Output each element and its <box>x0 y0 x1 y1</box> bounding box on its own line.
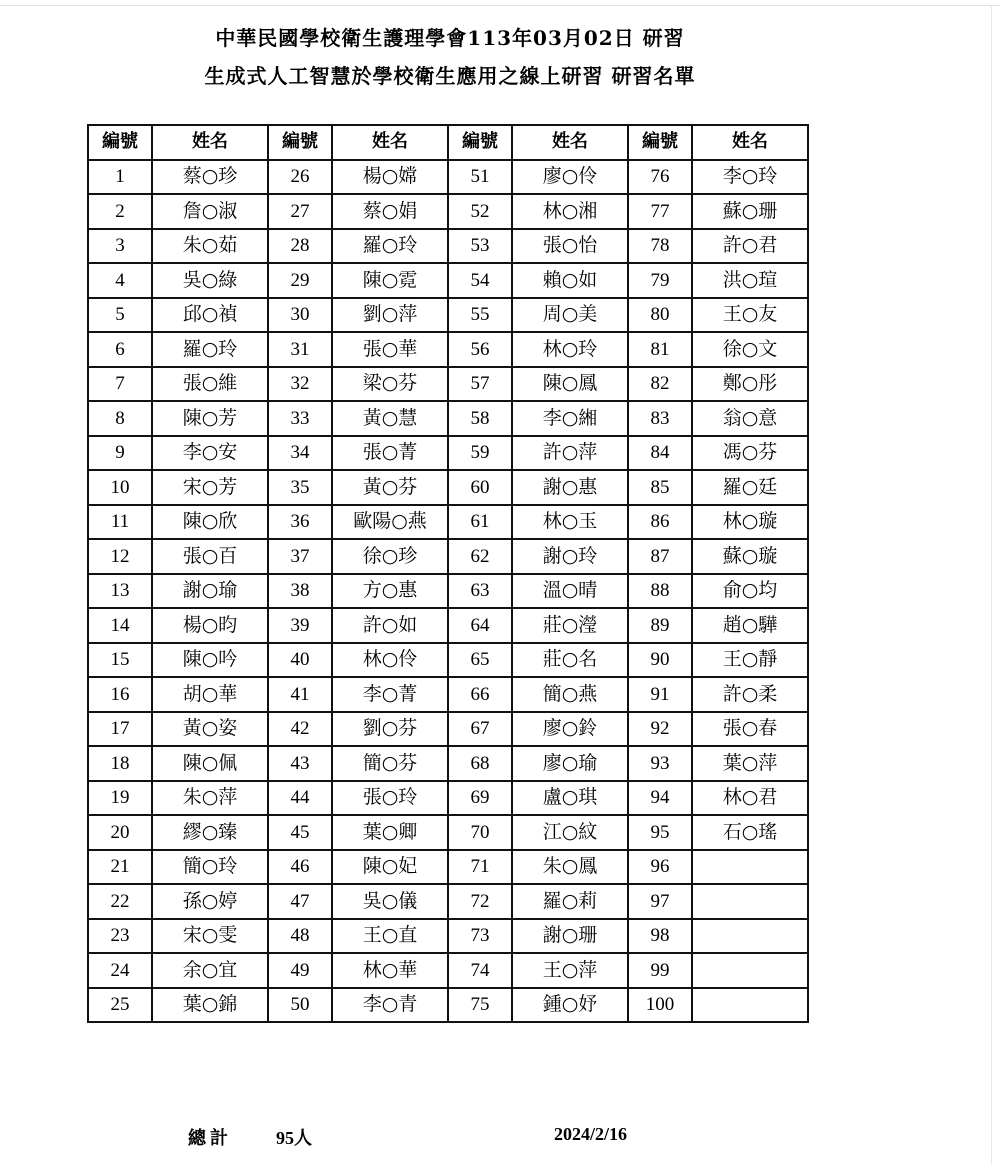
entry-name: 宋○芳 <box>152 470 268 505</box>
entry-number: 20 <box>88 815 152 850</box>
entry-number: 78 <box>628 229 692 264</box>
entry-number: 19 <box>88 781 152 816</box>
entry-name: 吳○儀 <box>332 884 448 919</box>
entry-number: 22 <box>88 884 152 919</box>
table-row <box>88 850 808 885</box>
entry-number: 68 <box>448 746 512 781</box>
entry-number: 17 <box>88 712 152 747</box>
top-divider <box>0 5 1000 6</box>
entry-name: 盧○琪 <box>512 781 628 816</box>
table-row <box>88 988 808 1023</box>
entry-number: 45 <box>268 815 332 850</box>
entry-number: 12 <box>88 539 152 574</box>
table-row <box>88 608 808 643</box>
right-divider <box>991 5 992 1165</box>
entry-name: 許○如 <box>332 608 448 643</box>
entry-name: 馮○芬 <box>692 436 808 471</box>
entry-number: 76 <box>628 160 692 195</box>
entry-name: 陳○妃 <box>332 850 448 885</box>
entry-name: 李○玲 <box>692 160 808 195</box>
entry-name: 羅○莉 <box>512 884 628 919</box>
entry-number: 40 <box>268 643 332 678</box>
entry-number: 54 <box>448 263 512 298</box>
entry-name <box>692 988 808 1023</box>
entry-number: 95 <box>628 815 692 850</box>
header-number: 編號 <box>268 125 332 160</box>
total-label: 總計 <box>188 1128 232 1148</box>
entry-name: 蔡○娟 <box>332 194 448 229</box>
entry-number: 34 <box>268 436 332 471</box>
entry-number: 26 <box>268 160 332 195</box>
entry-number: 64 <box>448 608 512 643</box>
entry-name: 廖○伶 <box>512 160 628 195</box>
entry-number: 55 <box>448 298 512 333</box>
entry-name: 羅○廷 <box>692 470 808 505</box>
entry-name: 李○青 <box>332 988 448 1023</box>
entry-number: 42 <box>268 712 332 747</box>
entry-name: 許○柔 <box>692 677 808 712</box>
entry-name: 楊○嫦 <box>332 160 448 195</box>
entry-number: 89 <box>628 608 692 643</box>
entry-name <box>692 850 808 885</box>
entry-number: 29 <box>268 263 332 298</box>
entry-number: 15 <box>88 643 152 678</box>
table-row <box>88 574 808 609</box>
entry-number: 49 <box>268 953 332 988</box>
entry-name: 張○百 <box>152 539 268 574</box>
entry-number: 43 <box>268 746 332 781</box>
entry-name: 葉○萍 <box>692 746 808 781</box>
entry-name: 廖○鈴 <box>512 712 628 747</box>
entry-name: 黃○慧 <box>332 401 448 436</box>
header-name: 姓名 <box>152 125 268 160</box>
entry-name: 俞○均 <box>692 574 808 609</box>
entry-number: 92 <box>628 712 692 747</box>
entry-number: 31 <box>268 332 332 367</box>
entry-number: 2 <box>88 194 152 229</box>
entry-name: 許○萍 <box>512 436 628 471</box>
table-row <box>88 194 808 229</box>
entry-name: 莊○瀅 <box>512 608 628 643</box>
entry-name: 黃○姿 <box>152 712 268 747</box>
entry-name: 簡○芬 <box>332 746 448 781</box>
entry-number: 52 <box>448 194 512 229</box>
entry-name: 方○惠 <box>332 574 448 609</box>
entry-number: 51 <box>448 160 512 195</box>
entry-name: 余○宜 <box>152 953 268 988</box>
entry-number: 57 <box>448 367 512 402</box>
entry-name: 梁○芬 <box>332 367 448 402</box>
header-number: 編號 <box>628 125 692 160</box>
entry-number: 74 <box>448 953 512 988</box>
table-row <box>88 436 808 471</box>
entry-number: 47 <box>268 884 332 919</box>
entry-number: 58 <box>448 401 512 436</box>
entry-number: 81 <box>628 332 692 367</box>
header-name: 姓名 <box>332 125 448 160</box>
entry-number: 98 <box>628 919 692 954</box>
entry-name: 林○華 <box>332 953 448 988</box>
document-date: 2024/2/16 <box>554 1124 628 1144</box>
entry-name: 趙○驊 <box>692 608 808 643</box>
entry-name: 謝○玲 <box>512 539 628 574</box>
document-subtitle: 生成式人工智慧於學校衛生應用之線上研習 研習名單 <box>204 64 696 88</box>
entry-number: 88 <box>628 574 692 609</box>
entry-number: 41 <box>268 677 332 712</box>
entry-number: 9 <box>88 436 152 471</box>
entry-name: 繆○臻 <box>152 815 268 850</box>
entry-number: 59 <box>448 436 512 471</box>
entry-number: 72 <box>448 884 512 919</box>
table-row <box>88 263 808 298</box>
entry-name <box>692 953 808 988</box>
attendee-table <box>87 124 809 1023</box>
entry-name: 徐○文 <box>692 332 808 367</box>
entry-number: 53 <box>448 229 512 264</box>
entry-name: 陳○霓 <box>332 263 448 298</box>
entry-name: 劉○萍 <box>332 298 448 333</box>
entry-name: 邱○禎 <box>152 298 268 333</box>
total-count: 95人 <box>276 1128 312 1148</box>
entry-name: 陳○欣 <box>152 505 268 540</box>
table-row <box>88 919 808 954</box>
entry-name: 張○怡 <box>512 229 628 264</box>
entry-number: 100 <box>628 988 692 1023</box>
table-row <box>88 505 808 540</box>
table-header-row <box>88 125 808 160</box>
entry-number: 35 <box>268 470 332 505</box>
entry-name: 詹○淑 <box>152 194 268 229</box>
entry-name <box>692 884 808 919</box>
entry-name: 胡○華 <box>152 677 268 712</box>
entry-name: 張○華 <box>332 332 448 367</box>
entry-number: 48 <box>268 919 332 954</box>
entry-number: 39 <box>268 608 332 643</box>
entry-name: 溫○晴 <box>512 574 628 609</box>
table-row <box>88 677 808 712</box>
entry-number: 38 <box>268 574 332 609</box>
table-row <box>88 160 808 195</box>
entry-number: 6 <box>88 332 152 367</box>
table-row <box>88 953 808 988</box>
entry-name: 江○紋 <box>512 815 628 850</box>
table-row <box>88 367 808 402</box>
entry-number: 97 <box>628 884 692 919</box>
entry-name: 葉○錦 <box>152 988 268 1023</box>
entry-number: 32 <box>268 367 332 402</box>
entry-name: 蘇○珊 <box>692 194 808 229</box>
entry-number: 7 <box>88 367 152 402</box>
table-row <box>88 470 808 505</box>
entry-name: 鍾○妤 <box>512 988 628 1023</box>
entry-number: 21 <box>88 850 152 885</box>
entry-name: 陳○芳 <box>152 401 268 436</box>
entry-number: 28 <box>268 229 332 264</box>
table-row <box>88 746 808 781</box>
entry-name: 林○伶 <box>332 643 448 678</box>
table-row <box>88 643 808 678</box>
entry-number: 46 <box>268 850 332 885</box>
entry-name: 歐陽○燕 <box>332 505 448 540</box>
entry-number: 65 <box>448 643 512 678</box>
header-number: 編號 <box>448 125 512 160</box>
entry-name: 朱○萍 <box>152 781 268 816</box>
entry-number: 93 <box>628 746 692 781</box>
table-row <box>88 229 808 264</box>
entry-name: 張○菁 <box>332 436 448 471</box>
entry-name: 陳○吟 <box>152 643 268 678</box>
entry-name: 羅○玲 <box>332 229 448 264</box>
entry-number: 94 <box>628 781 692 816</box>
entry-name: 林○玲 <box>512 332 628 367</box>
entry-name: 羅○玲 <box>152 332 268 367</box>
entry-number: 69 <box>448 781 512 816</box>
entry-name: 陳○佩 <box>152 746 268 781</box>
entry-name: 劉○芬 <box>332 712 448 747</box>
entry-name: 王○直 <box>332 919 448 954</box>
entry-name: 朱○茹 <box>152 229 268 264</box>
entry-number: 61 <box>448 505 512 540</box>
entry-name: 林○君 <box>692 781 808 816</box>
table-row <box>88 884 808 919</box>
entry-number: 33 <box>268 401 332 436</box>
table-row <box>88 332 808 367</box>
entry-number: 27 <box>268 194 332 229</box>
entry-name: 謝○瑜 <box>152 574 268 609</box>
entry-name: 宋○雯 <box>152 919 268 954</box>
entry-name: 葉○卿 <box>332 815 448 850</box>
entry-number: 62 <box>448 539 512 574</box>
entry-name: 簡○燕 <box>512 677 628 712</box>
entry-number: 73 <box>448 919 512 954</box>
entry-number: 60 <box>448 470 512 505</box>
entry-number: 14 <box>88 608 152 643</box>
table-row <box>88 815 808 850</box>
entry-number: 85 <box>628 470 692 505</box>
entry-number: 90 <box>628 643 692 678</box>
entry-name: 王○友 <box>692 298 808 333</box>
header-name: 姓名 <box>692 125 808 160</box>
entry-name: 石○瑤 <box>692 815 808 850</box>
entry-name: 王○萍 <box>512 953 628 988</box>
entry-name: 林○湘 <box>512 194 628 229</box>
table-row <box>88 401 808 436</box>
header-name: 姓名 <box>512 125 628 160</box>
entry-number: 30 <box>268 298 332 333</box>
entry-number: 77 <box>628 194 692 229</box>
entry-number: 67 <box>448 712 512 747</box>
entry-number: 96 <box>628 850 692 885</box>
entry-name: 鄭○彤 <box>692 367 808 402</box>
entry-name: 孫○婷 <box>152 884 268 919</box>
table-row <box>88 298 808 333</box>
entry-number: 84 <box>628 436 692 471</box>
entry-number: 75 <box>448 988 512 1023</box>
entry-number: 4 <box>88 263 152 298</box>
entry-number: 36 <box>268 505 332 540</box>
entry-name: 洪○瑄 <box>692 263 808 298</box>
entry-number: 87 <box>628 539 692 574</box>
entry-number: 79 <box>628 263 692 298</box>
entry-number: 5 <box>88 298 152 333</box>
entry-number: 1 <box>88 160 152 195</box>
entry-name <box>692 919 808 954</box>
table-row <box>88 712 808 747</box>
entry-number: 16 <box>88 677 152 712</box>
entry-name: 周○美 <box>512 298 628 333</box>
entry-number: 82 <box>628 367 692 402</box>
entry-number: 63 <box>448 574 512 609</box>
entry-number: 3 <box>88 229 152 264</box>
entry-number: 23 <box>88 919 152 954</box>
table-row <box>88 539 808 574</box>
entry-number: 83 <box>628 401 692 436</box>
entry-number: 11 <box>88 505 152 540</box>
entry-number: 71 <box>448 850 512 885</box>
entry-name: 朱○鳳 <box>512 850 628 885</box>
entry-name: 許○君 <box>692 229 808 264</box>
entry-name: 楊○昀 <box>152 608 268 643</box>
entry-name: 黃○芬 <box>332 470 448 505</box>
entry-name: 賴○如 <box>512 263 628 298</box>
entry-name: 李○安 <box>152 436 268 471</box>
entry-number: 25 <box>88 988 152 1023</box>
entry-name: 蔡○珍 <box>152 160 268 195</box>
entry-number: 50 <box>268 988 332 1023</box>
entry-name: 簡○玲 <box>152 850 268 885</box>
entry-name: 張○玲 <box>332 781 448 816</box>
table-row <box>88 781 808 816</box>
entry-number: 99 <box>628 953 692 988</box>
entry-name: 翁○意 <box>692 401 808 436</box>
entry-name: 徐○珍 <box>332 539 448 574</box>
entry-number: 8 <box>88 401 152 436</box>
entry-number: 10 <box>88 470 152 505</box>
entry-name: 林○璇 <box>692 505 808 540</box>
entry-name: 謝○珊 <box>512 919 628 954</box>
entry-number: 18 <box>88 746 152 781</box>
entry-name: 林○玉 <box>512 505 628 540</box>
entry-name: 謝○惠 <box>512 470 628 505</box>
entry-name: 廖○瑜 <box>512 746 628 781</box>
entry-number: 13 <box>88 574 152 609</box>
entry-number: 80 <box>628 298 692 333</box>
entry-number: 66 <box>448 677 512 712</box>
entry-name: 莊○名 <box>512 643 628 678</box>
entry-number: 70 <box>448 815 512 850</box>
entry-name: 李○菁 <box>332 677 448 712</box>
entry-name: 陳○鳳 <box>512 367 628 402</box>
document-title: 中華民國學校衛生護理學會113年03月02日 研習 <box>215 26 685 50</box>
entry-number: 86 <box>628 505 692 540</box>
entry-number: 44 <box>268 781 332 816</box>
entry-name: 李○緗 <box>512 401 628 436</box>
header-number: 編號 <box>88 125 152 160</box>
entry-name: 蘇○璇 <box>692 539 808 574</box>
entry-name: 王○靜 <box>692 643 808 678</box>
entry-name: 張○維 <box>152 367 268 402</box>
entry-number: 56 <box>448 332 512 367</box>
entry-number: 24 <box>88 953 152 988</box>
entry-number: 91 <box>628 677 692 712</box>
entry-name: 張○春 <box>692 712 808 747</box>
entry-number: 37 <box>268 539 332 574</box>
entry-name: 吳○綠 <box>152 263 268 298</box>
